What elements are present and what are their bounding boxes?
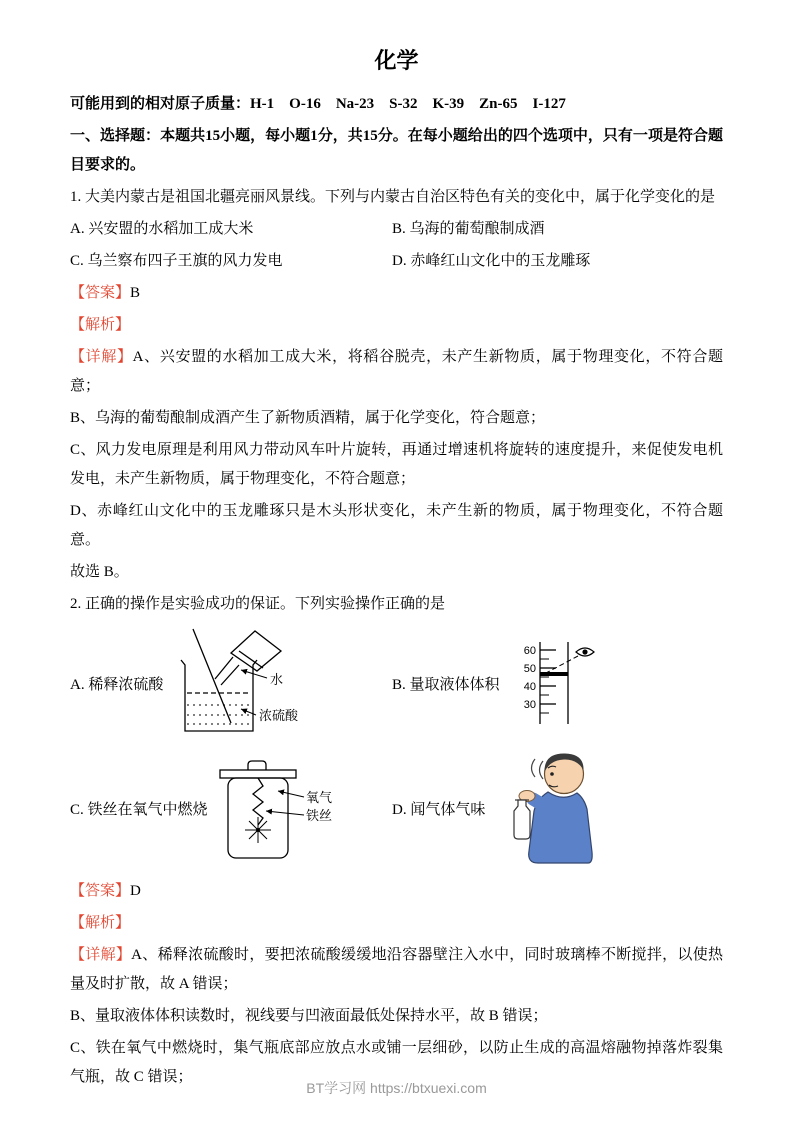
- q1-option-b: B. 乌海的葡萄酿制成酒: [392, 221, 545, 237]
- tick-60: 60: [523, 645, 536, 657]
- waft-lines: [532, 759, 544, 779]
- lower-beaker-icon: [181, 660, 257, 731]
- q1-options-row-1: [70, 215, 723, 244]
- oxygen-arrow: [278, 791, 304, 797]
- q2-detail-a-text: A、稀释浓硫酸时，要把浓硫酸缓缓地沿容器壁注入水中，同时玻璃棒不断搅拌，以使热量及时扩散，故 A 错误；: [70, 947, 723, 992]
- pour-stream: [215, 657, 233, 679]
- answer-label: 【答案】: [70, 285, 131, 301]
- oxygen-label: 氧气: [305, 790, 332, 805]
- q1-detail-c: C、风力发电原理是利用风力带动风车叶片旋转，再通过增速机将旋转的速度提升，来促使发电机发电，未产生新物质，属于物理变化，不符合题意；: [70, 442, 723, 487]
- q2-option-d-cell: [392, 747, 601, 869]
- q2-option-b-cell: [392, 640, 602, 726]
- q2-analysis-line: [70, 909, 723, 938]
- q2-option-b-label: B. 量取液体体积: [392, 676, 500, 693]
- answer-label-2: 【答案】: [70, 883, 131, 899]
- sight-line: [546, 656, 578, 673]
- q2-option-d-label: D. 闻气体气味: [392, 801, 486, 818]
- q2-option-c-label: C. 铁丝在氧气中燃烧: [70, 801, 208, 818]
- q2-stem: 2. 正确的操作是实验成功的保证。下列实验操作正确的是: [70, 596, 446, 612]
- q2-answer-value: D: [130, 883, 141, 899]
- tick-40: 40: [523, 681, 536, 693]
- spark-icon: [245, 817, 271, 843]
- glass-rod-icon: [193, 629, 231, 723]
- bottle-lid: [220, 770, 296, 778]
- tick-50: 50: [523, 663, 536, 675]
- tick-30: 30: [523, 699, 536, 711]
- acid-arrow: [241, 709, 256, 715]
- water-label: 水: [270, 672, 284, 687]
- q1-analysis-line: [70, 311, 723, 340]
- analysis-label: 【解析】: [70, 317, 131, 333]
- liquid-meniscus: [540, 672, 568, 676]
- water-arrow: [241, 670, 267, 678]
- iron-wire-burning-figure: [214, 755, 342, 861]
- q1-detail-d: D、赤峰红山文化中的玉龙雕琢只是木头形状变化，未产生新的物质，属于物理变化，不符合题意。: [70, 503, 723, 548]
- q1-detail-a-text: A、兴安盟的水稻加工成大米，将稻谷脱壳，未产生新物质，属于物理变化，不符合题意；: [70, 349, 723, 394]
- atomic-mass-line: 可能用到的相对原子质量：H-1 O-16 Na-23 S-32 K-39 Zn-65 I-127: [70, 96, 566, 112]
- gas-vial: [514, 800, 530, 839]
- q1-answer-line: [70, 279, 723, 308]
- q2-option-a-label: A. 稀释浓硫酸: [70, 676, 164, 693]
- q2-detail-b: B、量取液体体积读数时，视线要与凹液面最低处保持水平，故 B 错误；: [70, 1008, 548, 1024]
- iron-arrow: [266, 811, 304, 815]
- q2-figure-row-1: [70, 627, 723, 739]
- q2-answer-line: [70, 877, 723, 906]
- q1-stem: 1. 大美内蒙古是祖国北疆亮丽风景线。下列与内蒙古自治区特色有关的变化中，属于化学变化的是: [70, 189, 716, 205]
- measuring-cylinder-figure: [506, 640, 602, 726]
- detail-label: 【详解】: [70, 349, 133, 365]
- section-header: 一、选择题：本题共15小题，每小题1分，共15分。在每小题给出的四个选项中，只有一项是符合题目要求的。: [70, 128, 723, 173]
- boy-eye: [551, 772, 555, 776]
- acid-label: 浓硫酸: [259, 708, 299, 723]
- q1-detail-a: [70, 343, 723, 401]
- q2-option-a-cell: [70, 627, 392, 739]
- smelling-gas-figure: [491, 747, 601, 869]
- analysis-label-2: 【解析】: [70, 915, 131, 931]
- lid-knob: [248, 761, 266, 770]
- q1-option-c: C. 乌兰察布四子王旗的风力发电: [70, 253, 283, 269]
- dilute-acid-figure: [169, 627, 311, 739]
- q1-options-row-2: [70, 247, 723, 276]
- eye-icon: [576, 648, 594, 656]
- doc-title: 化学: [374, 48, 419, 73]
- q1-option-d: D. 赤峰红山文化中的玉龙雕琢: [392, 253, 591, 269]
- q2-figure-row-2: [70, 747, 723, 869]
- iron-wire-label: 铁丝: [305, 808, 332, 823]
- q1-answer-value: B: [130, 285, 141, 301]
- q1-detail-b: B、乌海的葡萄酿制成酒产生了新物质酒精，属于化学变化，符合题意；: [70, 410, 546, 426]
- q2-detail-c: C、铁在氧气中燃烧时，集气瓶底部应放点水或铺一层细砂，以防止生成的高温熔融物掉落炸裂集气瓶，故 C 错误；: [70, 1040, 723, 1085]
- footer-watermark: BT学习网 https://btxuexi.com: [306, 1080, 487, 1096]
- detail-label-2: 【详解】: [70, 947, 132, 963]
- q1-option-a: A. 兴安盟的水稻加工成大米: [70, 221, 254, 237]
- q2-detail-a: [70, 941, 723, 999]
- q2-option-c-cell: [70, 755, 392, 861]
- q1-conclusion: 故选 B。: [70, 564, 129, 580]
